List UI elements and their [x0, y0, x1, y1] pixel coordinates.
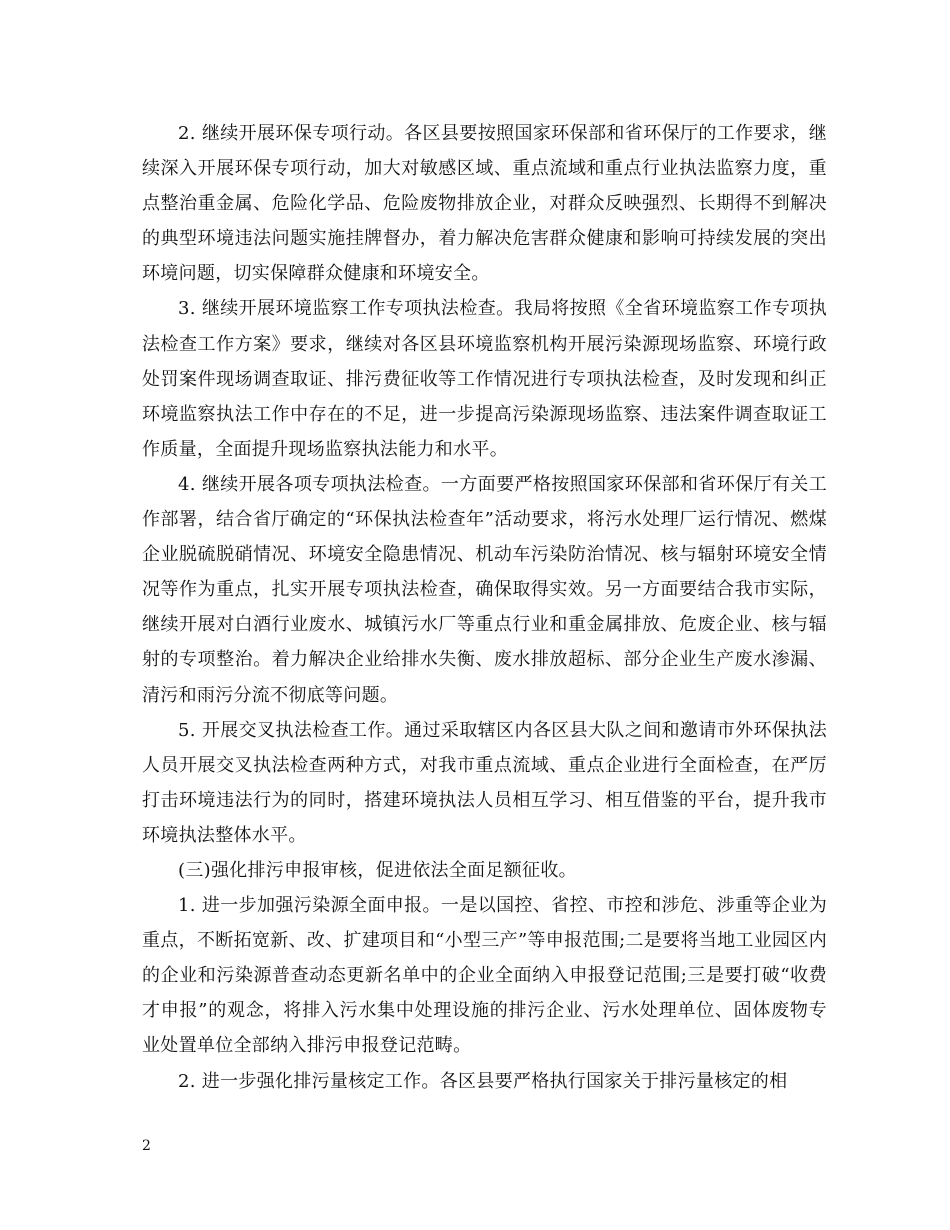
paragraph-enforcement-campaign: 2. 继续开展环保专项行动。各区县要按照国家环保部和省环保厅的工作要求，继续深入开展环保专项行动，加大对敏感区域、重点流域和重点行业执法监察力度，重点整治重金属、危险化学品、危险废物排放企业，对群众反映强烈、长期得不到解决的典型环境违法问题实施挂牌督办，着力解决危害群众健康和影响可持续发展的突出环境问题，切实保障群众健康和环境安全。 — [142, 123, 827, 285]
document-body — [142, 116, 827, 1099]
page-number: 2 — [142, 1138, 151, 1154]
paragraph-discharge-verification: 2. 进一步强化排污量核定工作。各区县要严格执行国家关于排污量核定的相 — [178, 1070, 788, 1092]
paragraph-special-inspections: 4. 继续开展各项专项执法检查。一方面要严格按照国家环保部和省环保厅有关工作部署，结合省厅确定的“环保执法检查年”活动要求，将污水处理厂运行情况、燃煤企业脱硫脱硝情况、环境安全隐患情况、机动车污染防治情况、核与辐射环境安全情况等作为重点，扎实开展专项执法检查，确保取得实效。另一方面要结合我市实际，继续开展对白酒行业废水、城镇污水厂等重点行业和重金属排放、危废企业、核与辐射的专项整治。着力解决企业给排水失衡、废水排放超标、部分企业生产废水渗漏、清污和雨污分流不彻底等问题。 — [142, 473, 827, 706]
paragraph-cross-inspection: 5. 开展交叉执法检查工作。通过采取辖区内各区县大队之间和邀请市外环保执法人员开展交叉执法检查两种方式，对我市重点流域、重点企业进行全面检查，在严厉打击环境违法行为的同时，搭建环境执法人员相互学习、相互借鉴的平台，提升我市环境执法整体水平。 — [142, 719, 827, 846]
paragraph-supervision-inspection: 3. 继续开展环境监察工作专项执法检查。我局将按照《全省环境监察工作专项执法检查工作方案》要求，继续对各区县环境监察机构开展污染源现场监察、环境行政处罚案件现场调查取证、排污费征收等工作情况进行专项执法检查，及时发现和纠正环境监察执法工作中存在的不足，进一步提高污染源现场监察、违法案件调查取证工作质量，全面提升现场监察执法能力和水平。 — [142, 298, 827, 460]
paragraph-pollution-declaration: 1. 进一步加强污染源全面申报。一是以国控、省控、市控和涉危、涉重等企业为重点，不断拓宽新、改、扩建项目和“小型三产”等申报范围;二是要将当地工业园区内的企业和污染源普查动态更新名单中的企业全面纳入申报登记范围;三是要打破“收费才申报”的观念，将排入污水集中处理设施的排污企业、污水处理单位、固体废物专业处置单位全部纳入排污申报登记范畴。 — [142, 895, 827, 1057]
section-heading-declaration-review: (三)强化排污申报审核，促进依法全面足额征收。 — [178, 859, 577, 881]
